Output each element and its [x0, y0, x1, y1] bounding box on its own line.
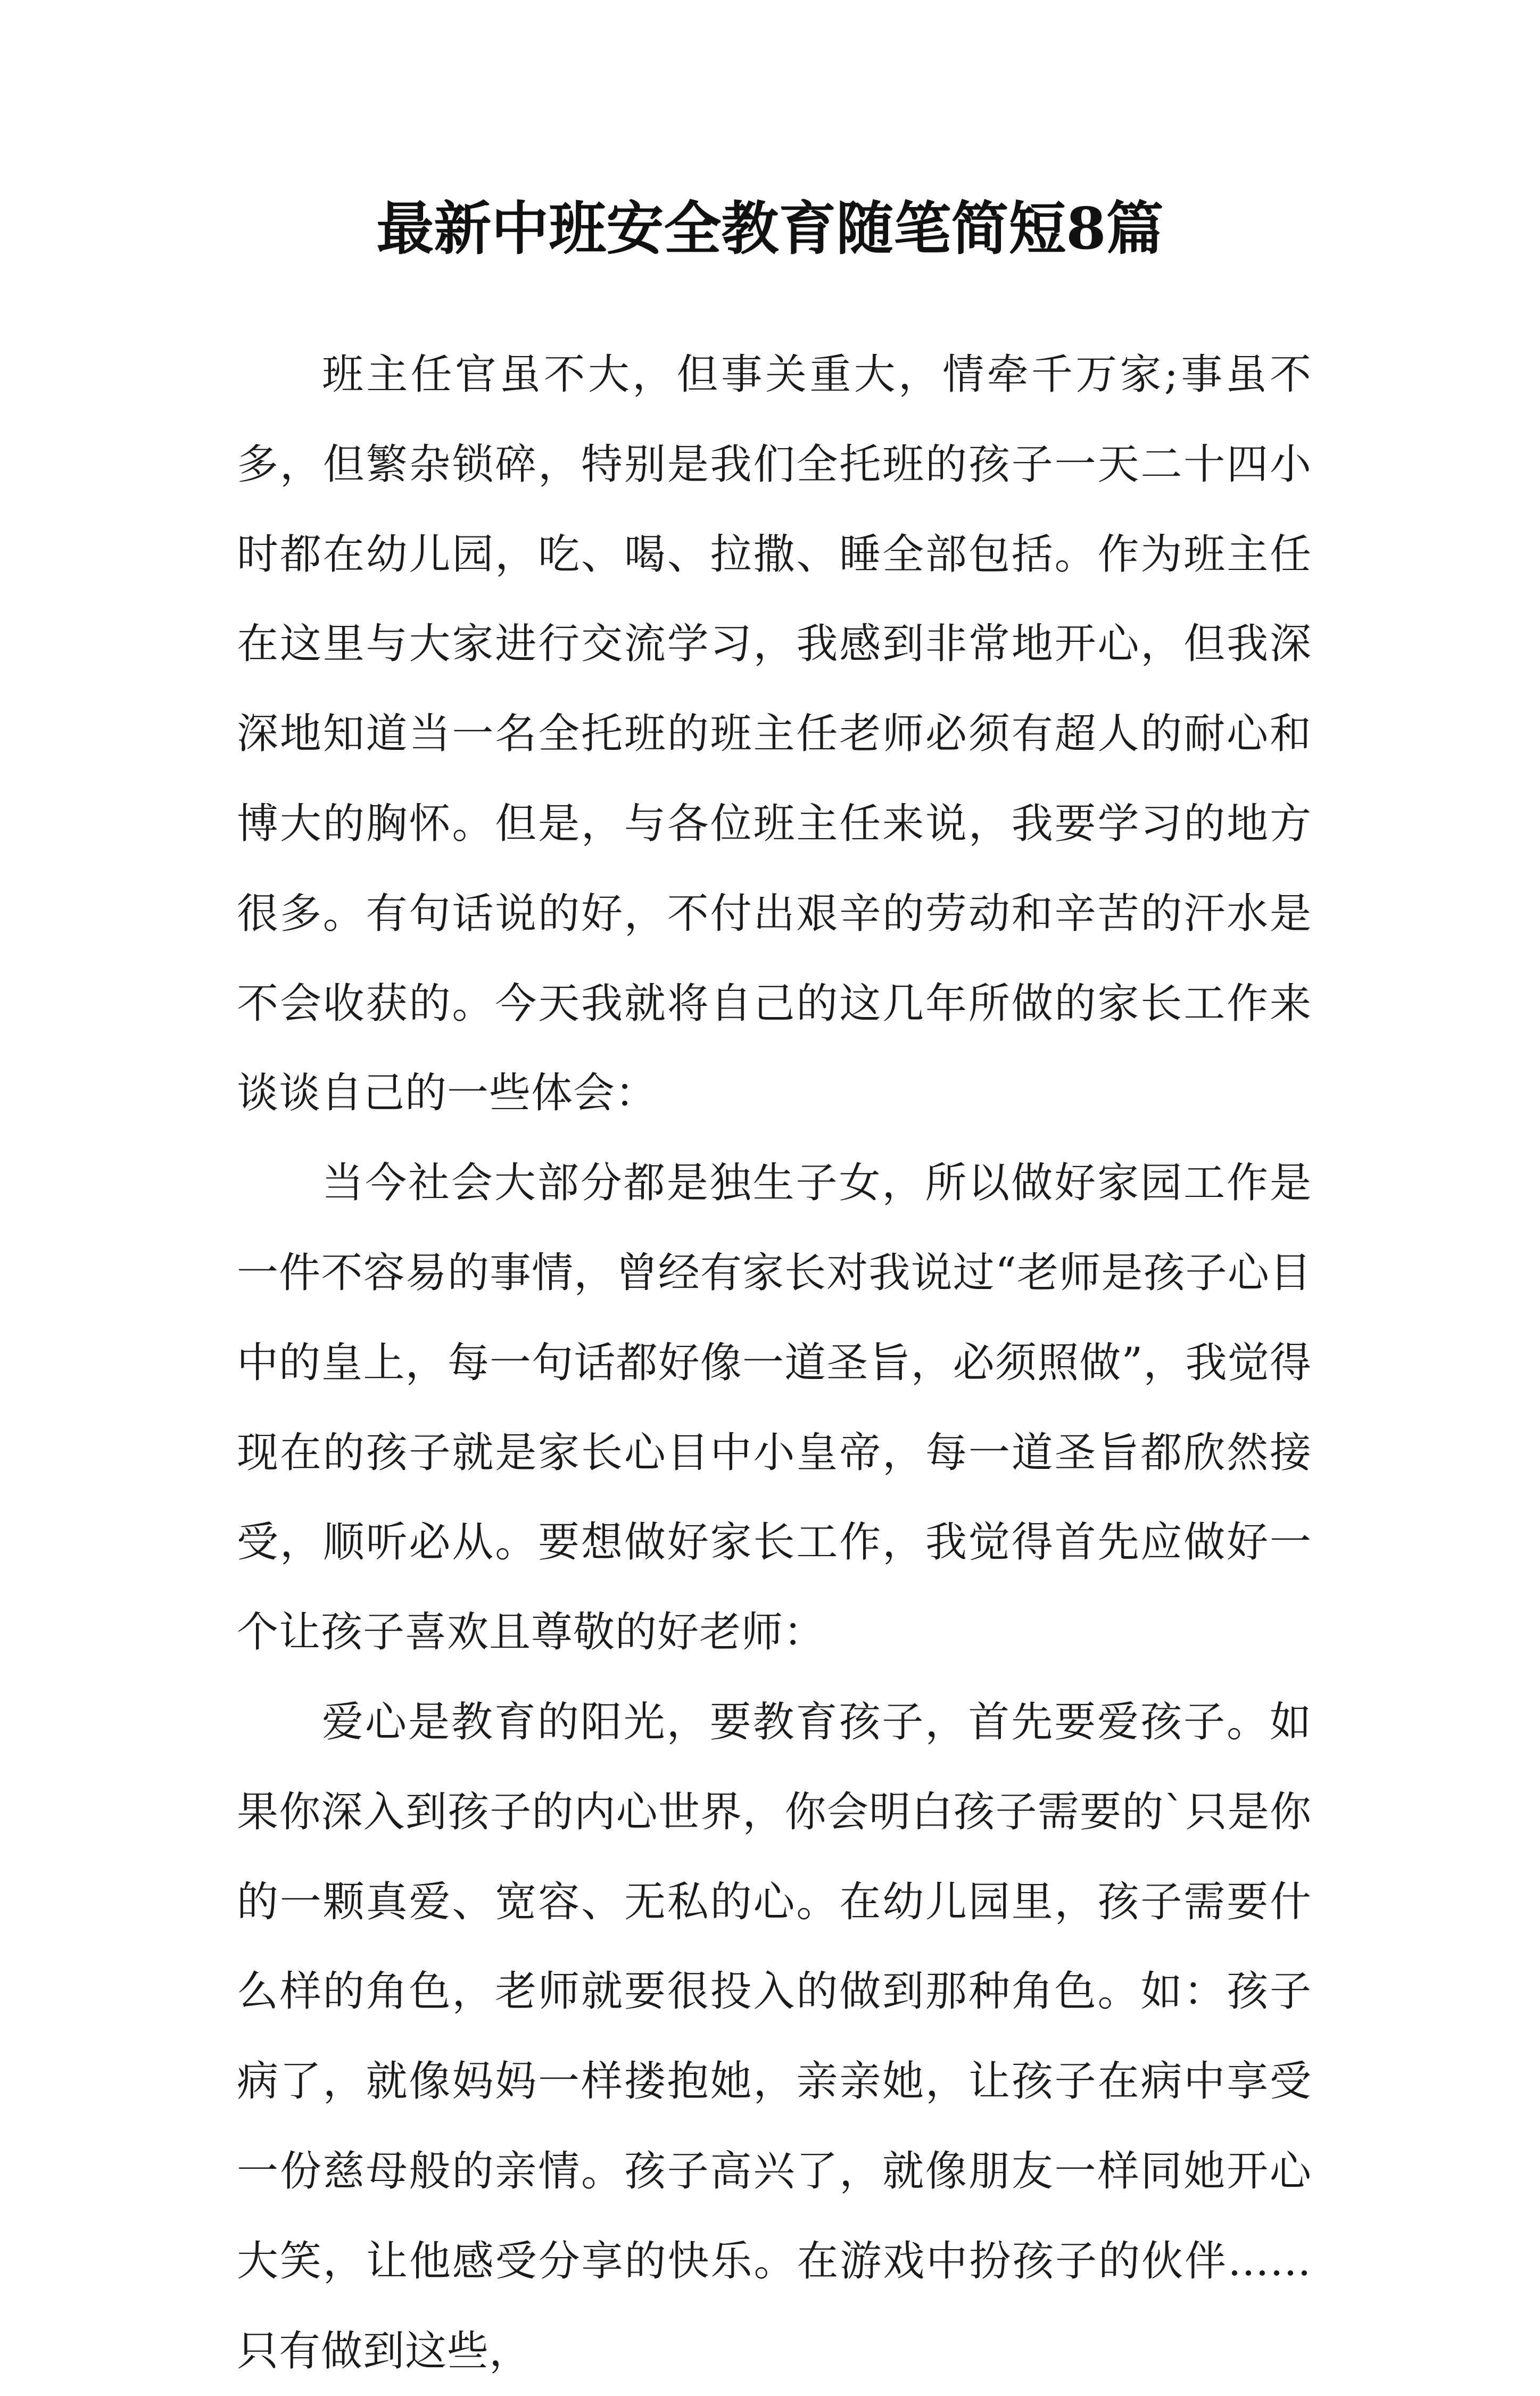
paragraph-1: 班主任官虽不大，但事关重大，情牵千万家;事虽不多，但繁杂锁碎，特别是我们全托班的孩子一天二十四小时都在幼儿园，吃、喝、拉撒、睡全部包括。作为班主任在这里与大家进行交流学习，我感到非常地开心，但我深深地知道当一名全托班的班主任老师必须有超人的耐心和博大的胸怀。但是，与各位班主任来说，我要学习的地方很多。有句话说的好，不付出艰辛的劳动和辛苦的汗水是不会收获的。今天我就将自己的这几年所做的家长工作来谈谈自己的一些体会： — [237, 351, 1312, 1118]
document-body — [237, 330, 1312, 2396]
document-title: 最新中班安全教育随笔简短8篇 — [376, 195, 1164, 262]
paragraph-2: 当今社会大部分都是独生子女，所以做好家园工作是一件不容易的事情，曾经有家长对我说过“老师是孩子心目中的皇上，每一句话都好像一道圣旨，必须照做”，我觉得现在的孩子就是家长心目中小皇帝，每一道圣旨都欣然接受，顺听必从。要想做好家长工作，我觉得首先应做好一个让孩子喜欢且尊敬的好老师： — [237, 1159, 1312, 1657]
paragraph-3: 爱心是教育的阳光，要教育孩子，首先要爱孩子。如果你深入到孩子的内心世界，你会明白孩子需要的`只是你的一颗真爱、宽容、无私的心。在幼儿园里，孩子需要什么样的角色，老师就要很投入的做到那种角色。如：孩子病了，就像妈妈一样搂抱她，亲亲她，让孩子在病中享受一份慈母般的亲情。孩子高兴了，就像朋友一样同她开心大笑，让他感受分享的快乐。在游戏中扮孩子的伙伴……只有做到这些， — [237, 1698, 1312, 2375]
